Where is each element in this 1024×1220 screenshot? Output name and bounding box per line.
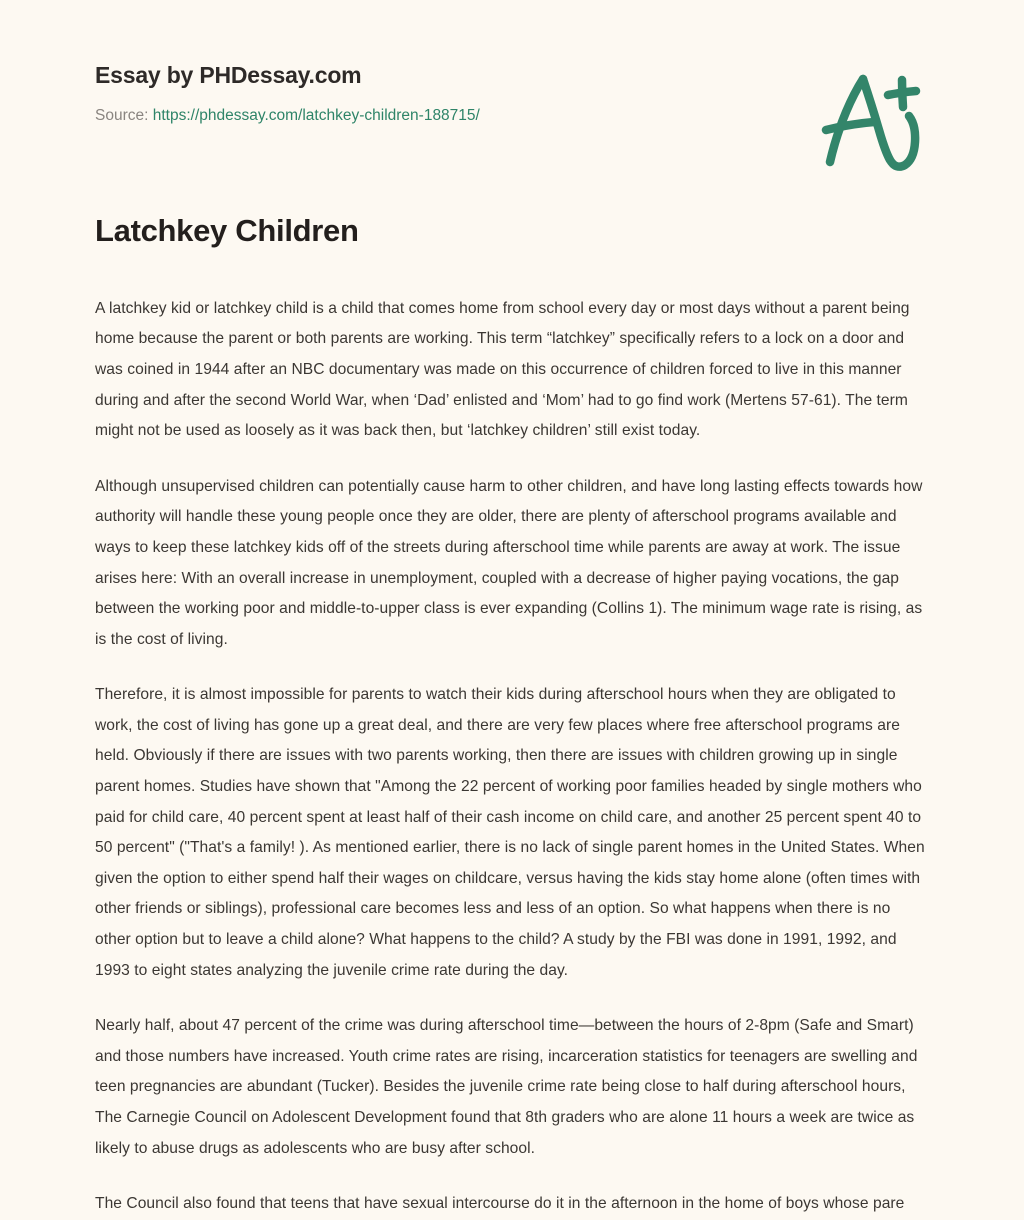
- source-label: Source:: [95, 106, 149, 124]
- brand-block: [95, 62, 480, 125]
- article-paragraph: Although unsupervised children can potentially cause harm to other children, and have long lasting effects towards how authority will handle these young people once they are older, there are plenty of afterschool programs available and ways to keep these latchkey kids off of the streets during afterschool time while parents are away at work. The issue arises here: With an overall increase in unemployment, coupled with a decrease of higher paying vocations, the gap between the working poor and middle-to-upper class is ever expanding (Collins 1). The minimum wage rate is rising, as is the cost of living.: [95, 477, 923, 648]
- page-title: Latchkey Children: [95, 213, 359, 248]
- article-body: [95, 294, 930, 1220]
- brand-title: Essay by PHDessay.com: [95, 62, 362, 88]
- a-plus-logo: [812, 62, 932, 172]
- article-paragraph: The Council also found that teens that have sexual intercourse do it in the afternoon in the home of boys whose pare: [95, 1195, 905, 1213]
- source-url-link[interactable]: https://phdessay.com/latchkey-children-188715/: [152, 106, 480, 124]
- article-paragraph: Therefore, it is almost impossible for parents to watch their kids during afterschool hours when they are obligated to work, the cost of living has gone up a great deal, and there are very few places where free afterschool programs are held. Obviously if there are issues with two parents working, then there are issues with children growing up in single parent homes. Studies have shown that "Among the 22 percent of working poor families headed by single mothers who paid for child care, 40 percent spent at least half of their cash income on child care, and another 25 percent spent 40 to 50 percent" ("That's a family! ). As mentioned earlier, there is no lack of single parent homes in the United States. When given the option to either spend half their wages on childcare, versus having the kids stay home alone (often times with other friends or siblings), professional care becomes less and less of an option. So what happens when there is no other option but to leave a child alone? What happens to the child? A study by the FBI was done in 1991, 1992, and 1993 to eight states analyzing the juvenile crime rate during the day.: [95, 686, 925, 979]
- source-line: [95, 107, 480, 126]
- article-paragraph: A latchkey kid or latchkey child is a child that comes home from school every day or most days without a parent being home because the parent or both parents are working. This term “latchkey” specifically refers to a lock on a door and was coined in 1944 after an NBC documentary was made on this occurrence of children forced to live in this manner during and after the second World War, when ‘Dad’ enlisted and ‘Mom’ had to go find work (Mertens 57-61). The term might not be used as loosely as it was back then, but ‘latchkey children’ still exist today.: [95, 299, 910, 440]
- page-header: [0, 0, 1024, 190]
- article-paragraph: Nearly half, about 47 percent of the crime was during afterschool time—between the hours of 2-8pm (Safe and Smart) and those numbers have increased. Youth crime rates are rising, incarceration statistics for teenagers are swelling and teen pregnancies are abundant (Tucker). Besides the juvenile crime rate being close to half during afterschool hours, The Carnegie Council on Adolescent Development found that 8th graders who are alone 11 hours a week are twice as likely to abuse drugs as adolescents who are busy after school.: [95, 1017, 918, 1157]
- article: [95, 212, 930, 1220]
- a-plus-logo-icon: [812, 62, 932, 172]
